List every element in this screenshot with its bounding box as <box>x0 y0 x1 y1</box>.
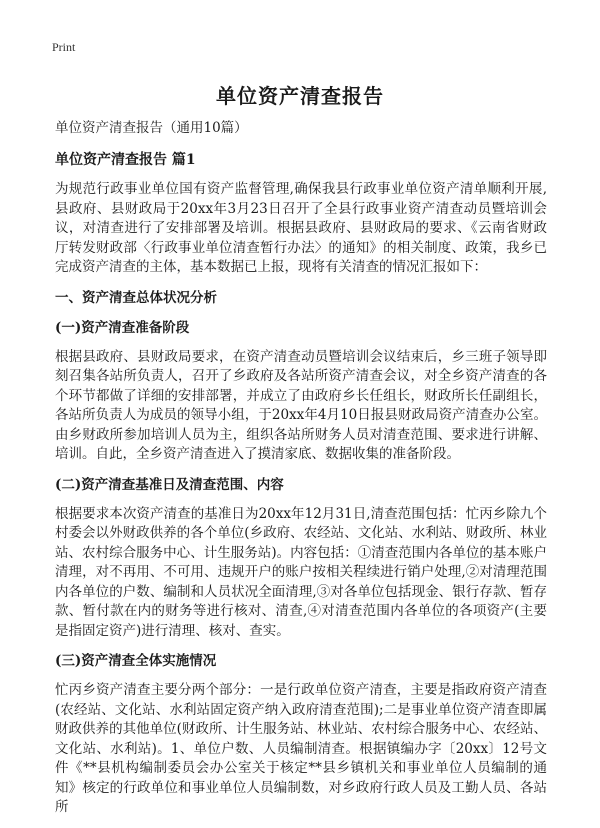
heading-overall-analysis: 一、资产清查总体状况分析 <box>55 289 217 306</box>
print-link[interactable]: Print <box>52 40 76 54</box>
preparation-paragraph: 根据县政府、县财政局要求，在资产清查动员暨培训会议结束后，乡三班子领导即刻召集各站所负责人，召开了乡政府及各站所资产清查会议，对全乡资产清查的各个环节都做了详细的安排部署，并成立了由政府乡长任组长，财政所长任副组长，各站所负责人为成员的领导小组，于20xx年4月10日报县财政局资产清查办公室。由乡财政所参加培训人员为主，组织各站所财务人员对清查范围、要求进行讲解、培训。自此，全乡资产清查进入了摸清家底、数据收集的准备阶段。 <box>55 348 547 462</box>
section-title: 单位资产清查报告 篇1 <box>55 152 196 168</box>
intro-paragraph: 为规范行政事业单位国有资产监督管理,确保我县行政事业单位资产清单顺利开展,县政府、县财政局于20xx年3月23日召开了全县行政事业资产清查动员暨培训会议，对清查进行了安排部署及培训。根据县政府、县财政局的要求、《云南省财政厅转发财政部〈行政事业单位清查暂行办法〉的通知》的相关制度、政策，我乡已完成资产清查的主体，基本数据已上报，现将有关清查的情况汇报如下： <box>55 181 547 275</box>
implementation-paragraph: 忙丙乡资产清查主要分两个部分：一是行政单位资产清查，主要是指政府资产清查(农经站、文化站、水利站固定资产纳入政府清查范围);二是事业单位资产清查即属财政供养的其他单位(财政所、计生服务站、林业站、农村综合服务中心、农经站、文化站、水利站)。1、单位户数、人员编制清查。根据镇编办字〔20xx〕12号文件《**县机构编制委员会办公室关于核定**县乡镇机关和事业单位人员编制的通知》核定的行政单位和事业单位人员编制数，对乡政府行政人员及工勤人员、各站所 <box>55 682 547 815</box>
document-title: 单位资产清查报告 <box>216 84 384 108</box>
document-subtitle: 单位资产清查报告（通用10篇） <box>55 120 248 136</box>
subheading-scope: (二)资产清查基准日及清查范围、内容 <box>55 476 284 493</box>
subheading-preparation: (一)资产清查准备阶段 <box>55 319 190 336</box>
subheading-implementation: (三)资产清查全体实施情况 <box>55 653 217 669</box>
scope-paragraph: 根据要求本次资产清查的基准日为20xx年12月31日,清查范围包括：忙丙乡除九个村委会以外财政供养的各个单位(乡政府、农经站、文化站、水利站、财政所、林业站、农村综合服务中心、计生服务站)。内容包括：①清查范围内各单位的基本账户清理，对不再用、不可用、违规开户的账户按相关程续进行销户处理,②对清理范围内各单位的户数、编制和人员状况全面清理,③对各单位包括现金、银行存款、暂存款、暂付款在内的财务等进行核对、清查,④对清查范围内各单位的各项资产(主要是指固定资产)进行清理、核对、查实。 <box>55 505 547 639</box>
document-body <box>55 118 547 828</box>
